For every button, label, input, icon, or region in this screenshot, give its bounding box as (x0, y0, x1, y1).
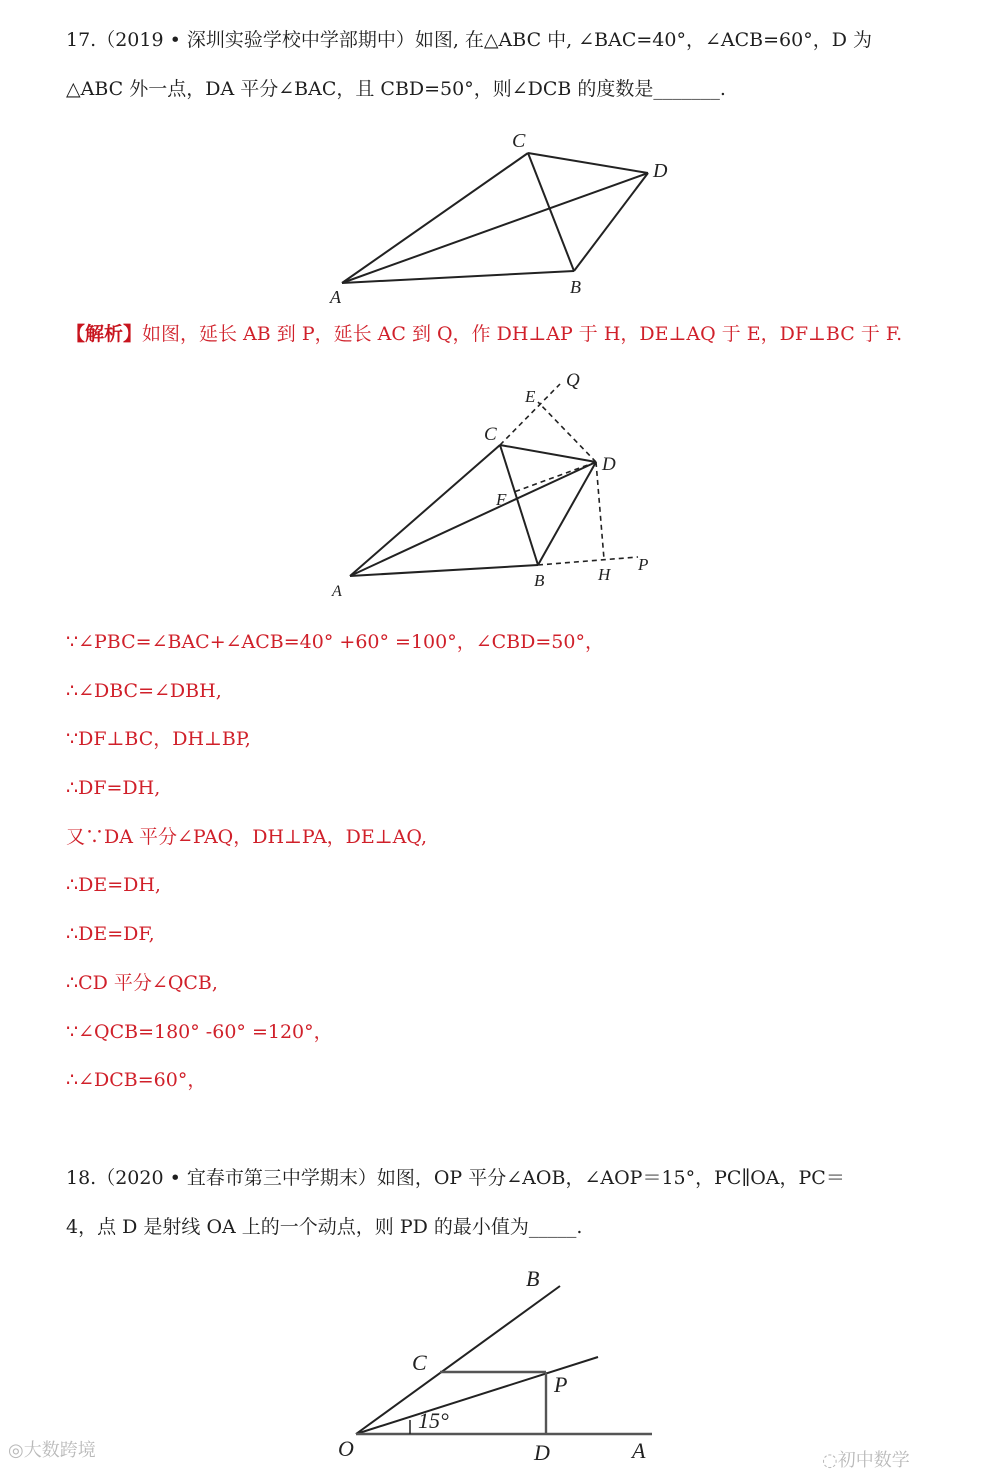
problem-17-line-2: △ABC 外一点，DA 平分∠BAC，且 CBD=50°，则∠DCB 的度数是_______. (66, 78, 726, 100)
watermark-right-text: 初中数学 (837, 1450, 910, 1471)
segment-bd (574, 173, 648, 271)
solution-intro (66, 322, 902, 346)
label-c: C (512, 130, 526, 152)
label-d: D (534, 1440, 550, 1465)
perpendicular-dh (596, 462, 604, 559)
problem-17-line-1: 17.（2019 • 深圳实验学校中学部期中）如图, 在△ABC 中, ∠BAC=40°，∠ACB=60°，D 为 (66, 29, 872, 51)
solution-step: ∵∠QCB=180° -60° =120°， (66, 1021, 333, 1043)
solution-tag: 【解析】 (66, 323, 143, 345)
segment-cd (528, 153, 648, 173)
perpendicular-df (514, 462, 596, 492)
label-q: Q (566, 370, 580, 391)
solution-step: ∴∠DBC=∠DBH, (66, 680, 222, 702)
watermark-logo-icon: ◎ (8, 1440, 24, 1461)
problem-18-line-2: 4，点 D 是射线 OA 上的一个动点，则 PD 的最小值为_____. (66, 1216, 583, 1238)
segment-bd (538, 462, 596, 565)
ray-ob (356, 1286, 560, 1434)
solution-step: ∴∠DCB=60°， (66, 1069, 207, 1091)
label-a: A (332, 583, 342, 600)
solution-step: ∴DF=DH, (66, 777, 161, 799)
solution-step: ∴CD 平分∠QCB, (66, 972, 218, 994)
figure-17-solution (320, 362, 690, 602)
segment-ac (350, 445, 500, 576)
segment-ab (350, 565, 538, 576)
segment-ac (342, 153, 528, 283)
label-e: E (525, 387, 536, 406)
label-d: D (602, 454, 616, 475)
label-c: C (484, 424, 497, 445)
segment-ad (342, 173, 648, 283)
label-angle-15: 15° (418, 1408, 449, 1433)
segment-ad (350, 462, 596, 576)
watermark-right (822, 1446, 910, 1472)
label-b: B (526, 1266, 540, 1291)
segment-ab (342, 271, 574, 283)
solution-step: ∵∠PBC=∠BAC+∠ACB=40° +60° =100°，∠CBD=50°， (66, 631, 604, 653)
label-p: P (638, 555, 649, 574)
label-p: P (554, 1372, 568, 1397)
watermark-left-text: 大数跨境 (23, 1440, 96, 1461)
figure-17-quadrilateral (320, 125, 690, 305)
solution-intro-text: 如图，延长 AB 到 P，延长 AC 到 Q，作 DH⊥AP 于 H，DE⊥AQ 于 E，DF⊥BC 于 F. (142, 323, 903, 345)
wechat-icon: ◌ (822, 1450, 838, 1471)
label-a: A (330, 287, 341, 305)
extension-bp (538, 557, 638, 565)
problem-18-line-1: 18.（2020 • 宜春市第三中学期末）如图，OP 平分∠AOB，∠AOP＝15°，PC∥OA，PC＝ (66, 1167, 845, 1189)
segment-cb (528, 153, 574, 271)
label-a: A (632, 1438, 646, 1463)
label-o: O (338, 1436, 354, 1461)
label-f: F (496, 490, 507, 509)
label-b: B (534, 571, 545, 590)
watermark-left (8, 1436, 96, 1462)
label-h: H (598, 565, 611, 584)
solution-step: 又∵DA 平分∠PAQ，DH⊥PA，DE⊥AQ, (66, 826, 428, 848)
label-d: D (653, 160, 668, 182)
solution-step: ∵DF⊥BC，DH⊥BP, (66, 728, 251, 750)
label-b: B (570, 277, 581, 297)
solution-step: ∴DE=DH, (66, 874, 161, 896)
solution-step: ∴DE=DF, (66, 923, 155, 945)
figure-18-angle (330, 1260, 660, 1469)
label-c: C (412, 1350, 427, 1375)
